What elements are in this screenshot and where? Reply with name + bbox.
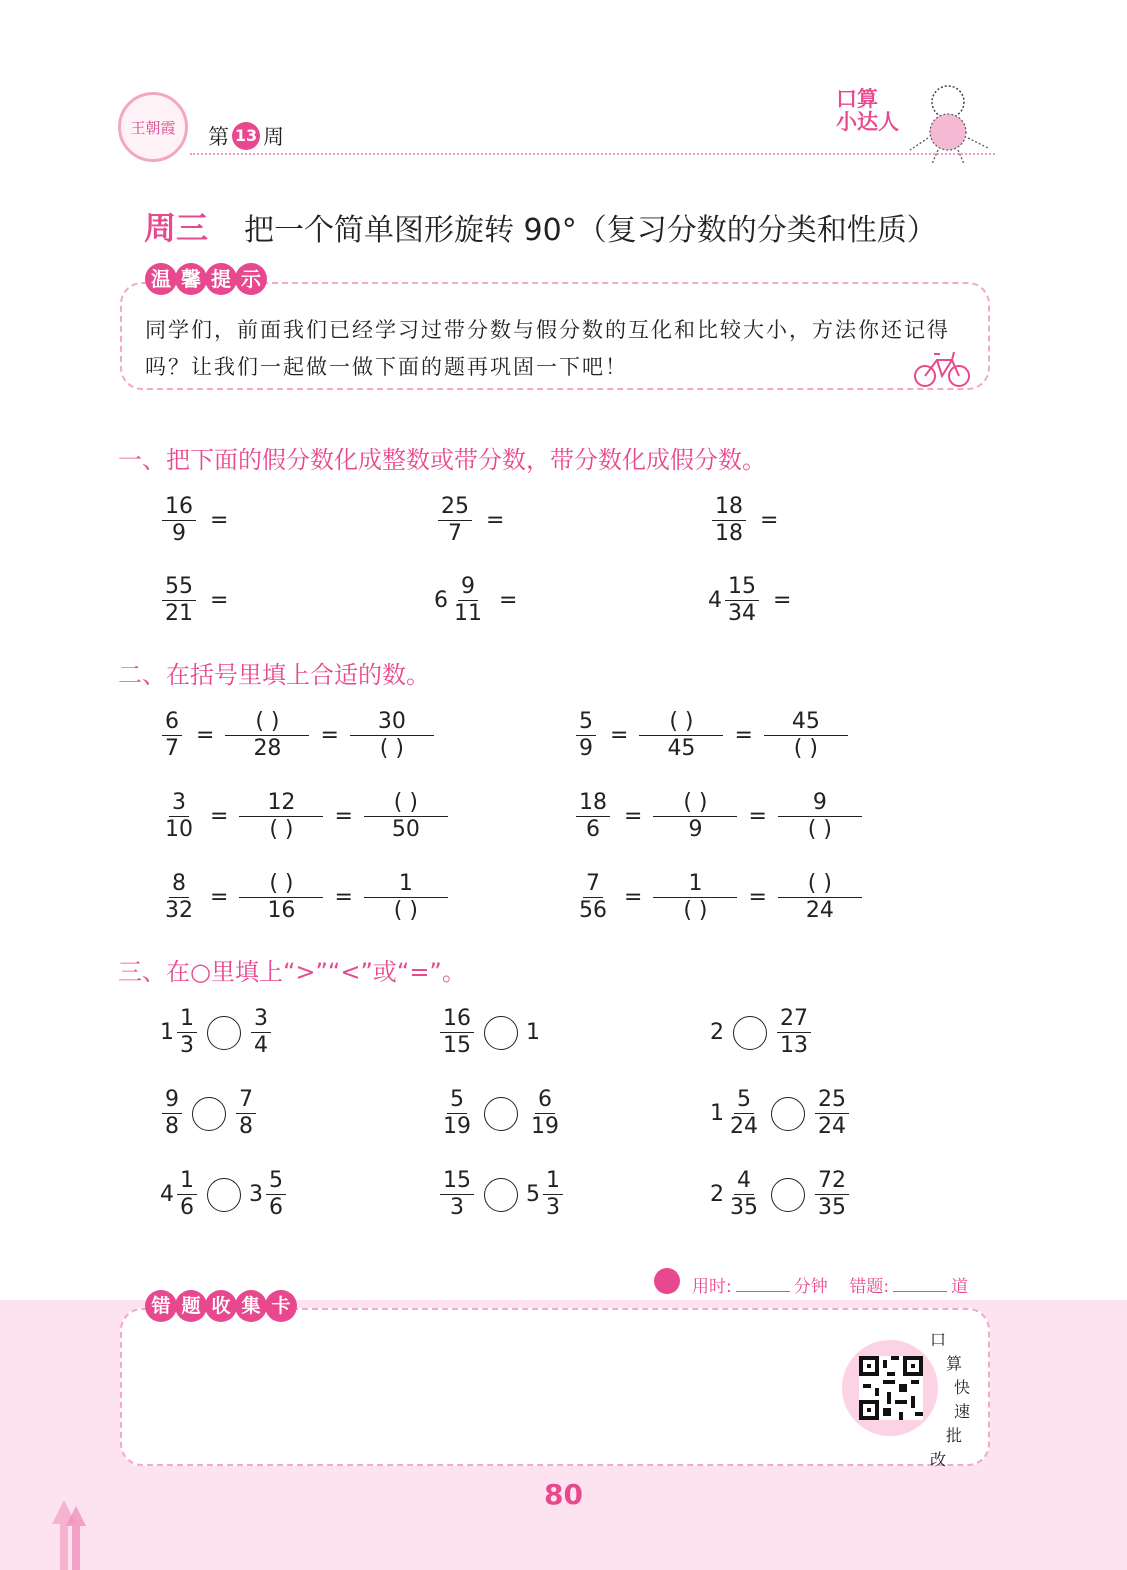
- denominator: 56: [579, 898, 607, 923]
- denominator: 45: [667, 736, 696, 761]
- card-label-char: 错: [145, 1290, 177, 1322]
- time-label: 用时:: [692, 1277, 732, 1297]
- denominator[interactable]: ( ): [807, 817, 832, 842]
- comparison-item: [160, 1087, 258, 1140]
- comparison-item: [710, 1168, 851, 1221]
- fraction: [576, 790, 610, 843]
- fraction-blank[interactable]: [642, 709, 720, 762]
- denominator: 15: [443, 1033, 471, 1058]
- denominator: 18: [715, 521, 743, 546]
- denominator: 6: [586, 817, 600, 842]
- comparison-item: [438, 1006, 541, 1059]
- time-record: [692, 1272, 968, 1297]
- numerator[interactable]: ( ): [239, 871, 323, 898]
- arrow-up-icon: [52, 1500, 92, 1570]
- numerator: 1: [543, 1168, 563, 1195]
- numerator: 9: [778, 790, 862, 817]
- numerator[interactable]: ( ): [225, 709, 309, 736]
- denominator: 35: [730, 1195, 758, 1220]
- equals-sign: =: [320, 723, 339, 748]
- denominator: 28: [253, 736, 282, 761]
- qr-char: 算: [946, 1354, 963, 1373]
- fraction-blank[interactable]: [781, 790, 859, 843]
- fraction: [815, 1168, 849, 1221]
- equals-sign: =: [610, 723, 629, 748]
- numerator: 5: [734, 1087, 754, 1114]
- s2-row-5: [160, 871, 447, 924]
- fraction: [576, 709, 596, 762]
- whole-number: 1: [160, 1020, 174, 1045]
- equals-sign: =: [624, 885, 643, 910]
- numerator: 8: [169, 871, 189, 898]
- s1-item-4: [160, 574, 240, 627]
- week-suffix: 周: [263, 125, 284, 149]
- qr-char: 速: [954, 1402, 971, 1421]
- numerator: 7: [236, 1087, 256, 1114]
- whole-number: 2: [710, 1020, 724, 1045]
- week-prefix: 第: [208, 125, 229, 149]
- s1-item-6: [708, 574, 803, 627]
- numerator: 30: [350, 709, 434, 736]
- s2-row-4: [574, 790, 861, 843]
- fraction-blank[interactable]: [767, 709, 845, 762]
- denominator: 7: [165, 736, 179, 761]
- denominator: 3: [450, 1195, 464, 1220]
- equals-sign: =: [210, 885, 229, 910]
- equals-sign: =: [760, 508, 779, 533]
- numerator: 6: [535, 1087, 555, 1114]
- denominator: 24: [805, 898, 834, 923]
- whole-number: 3: [249, 1182, 263, 1207]
- numerator: 45: [764, 709, 848, 736]
- denominator: 6: [180, 1195, 194, 1220]
- qr-char: 改: [930, 1450, 947, 1469]
- fraction: [528, 1087, 562, 1140]
- week-indicator: [208, 121, 284, 151]
- denominator[interactable]: ( ): [269, 817, 294, 842]
- fraction: [440, 1087, 474, 1140]
- equals-sign: =: [210, 508, 229, 533]
- answer-circle[interactable]: [207, 1016, 241, 1050]
- qr-char: 快: [954, 1378, 971, 1397]
- comparison-item: [160, 1006, 273, 1059]
- fraction: [727, 1168, 761, 1221]
- numerator: 5: [447, 1087, 467, 1114]
- tip-label-char: 馨: [175, 263, 207, 295]
- tip-label-char: 温: [145, 263, 177, 295]
- s1-item-1: [160, 494, 240, 547]
- fraction: [725, 574, 759, 627]
- denominator: 11: [454, 601, 482, 626]
- whole-number: 1: [710, 1101, 724, 1126]
- numerator: 12: [239, 790, 323, 817]
- comparison-item: [438, 1168, 565, 1221]
- fraction: [440, 1006, 474, 1059]
- week-number: 13: [232, 122, 260, 150]
- fraction-blank[interactable]: [367, 871, 445, 924]
- fraction: [162, 709, 182, 762]
- denominator: 13: [780, 1033, 808, 1058]
- section-2-title: 二、在括号里填上合适的数。: [118, 661, 430, 689]
- qr-code-icon[interactable]: [859, 1356, 923, 1420]
- numerator: 18: [712, 494, 746, 521]
- denominator: 9: [688, 817, 703, 842]
- denominator: 7: [448, 521, 462, 546]
- numerator[interactable]: ( ): [364, 790, 448, 817]
- numerator: 6: [162, 709, 182, 736]
- s1-item-3: [710, 494, 790, 547]
- fraction: [266, 1168, 286, 1221]
- section-3-title: 三、在○里填上“>”“<”或“=”。: [118, 958, 466, 986]
- denominator: 8: [165, 1114, 179, 1139]
- numerator: 27: [777, 1006, 811, 1033]
- numerator: 1: [653, 871, 737, 898]
- numerator: 3: [251, 1006, 271, 1033]
- time-blank[interactable]: [736, 1291, 790, 1292]
- errors-blank[interactable]: [893, 1291, 947, 1292]
- denominator[interactable]: ( ): [793, 736, 818, 761]
- denominator: 3: [546, 1195, 560, 1220]
- numerator: 9: [458, 574, 478, 601]
- numerator[interactable]: ( ): [653, 790, 737, 817]
- denominator: 19: [443, 1114, 471, 1139]
- brand-logo: [118, 92, 188, 162]
- answer-circle[interactable]: [484, 1016, 518, 1050]
- whole-number: 6: [434, 588, 448, 613]
- numerator: 5: [266, 1168, 286, 1195]
- denominator: 6: [269, 1195, 283, 1220]
- fraction: [451, 574, 485, 627]
- comparison-item: [438, 1087, 564, 1140]
- equals-sign: =: [334, 804, 353, 829]
- denominator: 32: [165, 898, 193, 923]
- equals-sign: =: [624, 804, 643, 829]
- whole-number: 4: [708, 588, 722, 613]
- fraction-blank[interactable]: [656, 871, 734, 924]
- tip-label-char: 示: [235, 263, 267, 295]
- denominator: 19: [531, 1114, 559, 1139]
- whole-number: 2: [710, 1182, 724, 1207]
- s1-item-5: [434, 574, 529, 627]
- answer-circle[interactable]: [484, 1097, 518, 1131]
- brand-line-1: 口算: [836, 87, 878, 111]
- denominator: 4: [254, 1033, 268, 1058]
- fraction: [162, 574, 196, 627]
- qr-char: 批: [946, 1426, 963, 1445]
- equals-sign: =: [499, 588, 518, 613]
- numerator: 15: [440, 1168, 474, 1195]
- card-label-char: 集: [235, 1290, 267, 1322]
- fraction: [162, 790, 196, 843]
- numerator: 25: [438, 494, 472, 521]
- denominator: 9: [172, 521, 186, 546]
- denominator: 24: [818, 1114, 846, 1139]
- denominator: 21: [165, 601, 193, 626]
- errors-label: 错题:: [849, 1277, 890, 1297]
- answer-circle[interactable]: [771, 1178, 805, 1212]
- s2-row-1: [160, 709, 433, 762]
- whole-number: 5: [526, 1182, 540, 1207]
- fraction: [543, 1168, 563, 1221]
- tip-text: 同学们，前面我们已经学习过带分数与假分数的互化和比较大小，方法你还记得吗？让我们一起做一做下面的题再巩固一下吧！: [145, 318, 950, 379]
- card-label-char: 题: [175, 1290, 207, 1322]
- numerator[interactable]: ( ): [639, 709, 723, 736]
- fraction-blank[interactable]: [656, 790, 734, 843]
- s2-row-6: [574, 871, 861, 924]
- fraction: [438, 494, 472, 547]
- denominator: 8: [239, 1114, 253, 1139]
- tip-label: [145, 263, 265, 295]
- denominator[interactable]: ( ): [379, 736, 404, 761]
- numerator: 5: [576, 709, 596, 736]
- brand-line-2: 小达人: [836, 110, 899, 134]
- page-number: 80: [544, 1478, 583, 1511]
- numerator: 9: [162, 1087, 182, 1114]
- equals-sign: =: [748, 804, 767, 829]
- equals-sign: =: [748, 885, 767, 910]
- answer-circle[interactable]: [484, 1178, 518, 1212]
- fraction-blank[interactable]: [228, 709, 306, 762]
- fraction-blank[interactable]: [353, 709, 431, 762]
- answer-circle[interactable]: [771, 1097, 805, 1131]
- equals-sign: =: [210, 804, 229, 829]
- equals-sign: =: [196, 723, 215, 748]
- numerator: 15: [725, 574, 759, 601]
- card-label-char: 收: [205, 1290, 237, 1322]
- numerator: 7: [583, 871, 603, 898]
- header-divider: [190, 153, 995, 155]
- fraction: [815, 1087, 849, 1140]
- numerator: 3: [169, 790, 189, 817]
- s1-item-2: [436, 494, 516, 547]
- equals-sign: =: [486, 508, 505, 533]
- comparison-item: [160, 1168, 288, 1221]
- answer-circle[interactable]: [733, 1016, 767, 1050]
- tip-label-char: 提: [205, 263, 237, 295]
- bicycle-icon: [912, 348, 972, 388]
- numerator[interactable]: ( ): [778, 871, 862, 898]
- denominator: 16: [267, 898, 296, 923]
- mascot-illustration: [900, 80, 995, 165]
- equals-sign: =: [210, 588, 229, 613]
- comparison-item: [710, 1087, 851, 1140]
- fraction: [162, 1087, 182, 1140]
- numerator: 1: [364, 871, 448, 898]
- fraction: [177, 1168, 197, 1221]
- numerator: 72: [815, 1168, 849, 1195]
- comparison-item: [710, 1006, 813, 1059]
- items-label: 道: [951, 1277, 969, 1297]
- logo-text: 王朝霞: [130, 119, 176, 137]
- equals-sign: =: [334, 885, 353, 910]
- denominator: 3: [180, 1033, 194, 1058]
- card-label: [145, 1290, 295, 1322]
- section-1-title: 一、把下面的假分数化成整数或带分数，带分数化成假分数。: [118, 446, 766, 474]
- numerator: 16: [440, 1006, 474, 1033]
- denominator: 50: [391, 817, 420, 842]
- fraction: [251, 1006, 271, 1059]
- fraction-blank[interactable]: [242, 871, 320, 924]
- numerator: 16: [162, 494, 196, 521]
- qr-char: 口: [930, 1330, 947, 1349]
- numerator: 55: [162, 574, 196, 601]
- fraction: [236, 1087, 256, 1140]
- fraction: [440, 1168, 474, 1221]
- denominator[interactable]: ( ): [683, 898, 708, 923]
- denominator: 9: [579, 736, 593, 761]
- equals-sign: =: [734, 723, 753, 748]
- answer-circle[interactable]: [192, 1097, 226, 1131]
- denominator: 34: [728, 601, 756, 626]
- numerator: 4: [734, 1168, 754, 1195]
- numerator: 1: [177, 1006, 197, 1033]
- fraction: [712, 494, 746, 547]
- numerator: 1: [177, 1168, 197, 1195]
- numerator: 25: [815, 1087, 849, 1114]
- s2-row-2: [574, 709, 847, 762]
- denominator: 24: [730, 1114, 758, 1139]
- fraction-blank[interactable]: [781, 871, 859, 924]
- qr-caption: [930, 1328, 970, 1472]
- whole-number: 4: [160, 1182, 174, 1207]
- s2-row-3: [160, 790, 447, 843]
- fraction: [177, 1006, 197, 1059]
- denominator: 35: [818, 1195, 846, 1220]
- denominator[interactable]: ( ): [393, 898, 418, 923]
- equals-sign: =: [773, 588, 792, 613]
- fraction: [777, 1006, 811, 1059]
- fraction-blank[interactable]: [367, 790, 445, 843]
- brand-title: [836, 88, 899, 134]
- fraction: [727, 1087, 761, 1140]
- fraction: [576, 871, 610, 924]
- card-label-char: 卡: [265, 1290, 297, 1322]
- fraction: [162, 871, 196, 924]
- denominator: 10: [165, 817, 193, 842]
- stopwatch-icon: [654, 1268, 680, 1294]
- whole-number: 1: [526, 1020, 540, 1045]
- answer-circle[interactable]: [207, 1178, 241, 1212]
- fraction: [162, 494, 196, 547]
- minutes-label: 分钟: [793, 1277, 828, 1297]
- fraction-blank[interactable]: [242, 790, 320, 843]
- title-day: 周三: [144, 209, 209, 247]
- numerator: 18: [576, 790, 610, 817]
- page-title: 把一个简单图形旋转 90°（复习分数的分类和性质）: [244, 213, 937, 248]
